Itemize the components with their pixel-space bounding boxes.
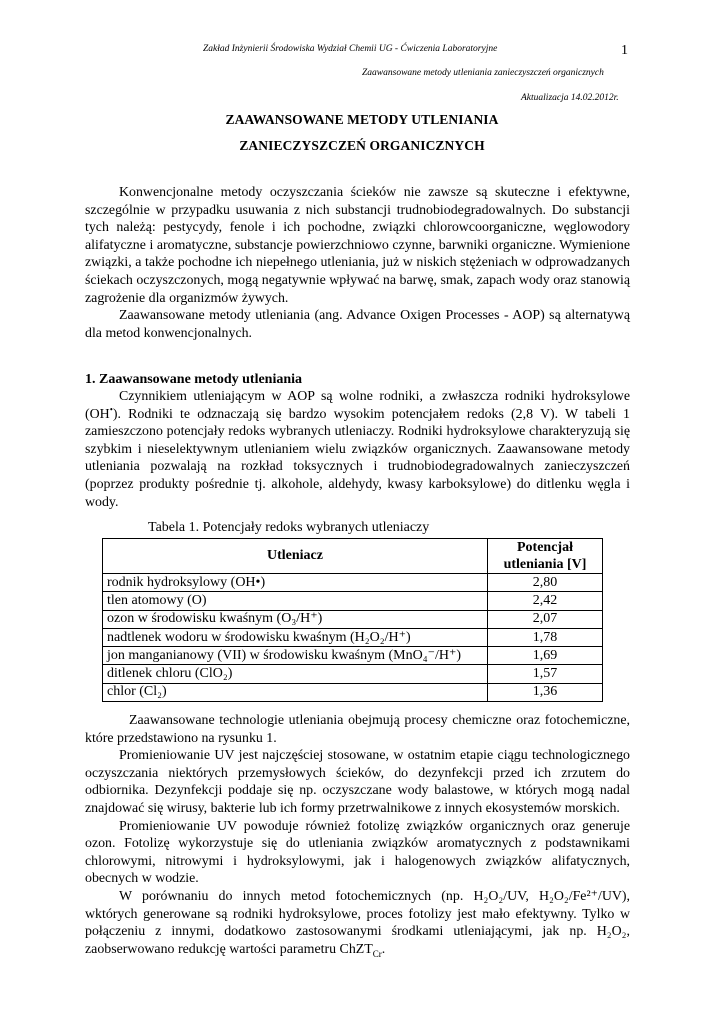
document-title-line1: ZAAWANSOWANE METODY UTLENIANIA [225, 112, 499, 127]
oxidant-name: ozon w środowisku kwaśnym (O₃/H⁺) [103, 610, 488, 628]
oxidant-name: ditlenek chloru (ClO₂) [103, 665, 488, 683]
oxidant-name: rodnik hydroksylowy (OH•) [103, 574, 488, 592]
potential-value: 1,69 [488, 647, 603, 665]
potential-value: 2,07 [488, 610, 603, 628]
header-potential-line2: utleniania [V] [503, 557, 587, 572]
table-row [103, 647, 603, 665]
intro-p1-text: Konwencjonalne metody oczyszczania ścieków nie zawsze są skuteczne i efektywne, szczególnie w przypadku usuwania z nich substancji trudnobiodegradowalnych. Do substancji tych należą: pestycydy, fenole i ich pochodne, związki chlorowcoorganiczne, węglowodory alifatyczne i aromatyczne, substancje powierzchniowo czynne, barwniki organiczne. Wymienione związki, a także pochodne ich niepełnego utleniania, już w niskich stężeniach w odprowadzanych ściekach oczyszczonych, mogą negatywnie wpływać na barwę, smak, zapach wody oraz stanowią zagrożenie dla organizmów żywych. [85, 185, 630, 306]
cod-subscript: Cr [372, 948, 382, 959]
table-caption: Tabela 1. Potencjały redoks wybranych utleniaczy [148, 520, 430, 535]
table-row [103, 610, 603, 628]
table-row [103, 574, 603, 592]
section2-p2 [85, 747, 630, 817]
header-potential-line1: Potencjał [517, 540, 573, 555]
section1-paragraph [85, 388, 630, 511]
section1-text-b: ). Rodniki te odznaczają się bardzo wysokim potencjałem redoks (2,8 V). W tabeli 1 zamieszczono potencjały redoks wybranych utleniaczy. Rodniki hydroksylowe charakteryzują się szybkim i nieselektywnym utlenianiem wielu związków organicznych. Zaawansowane metody utleniania pozwalają na rozkład toksycznych i trudnobiodegradowalnych zanieczyszczeń (poprzez produkty pośrednie tj. alkohole, aldehydy, kwasy karboksylowe) do ditlenku węgla i wody. [85, 406, 630, 510]
header-institution: Zakład Inżynierii Środowiska Wydział Chemii UG - Ćwiczenia Laboratoryjne [203, 44, 498, 54]
section2-p3-text: Promieniowanie UV powoduje również fotolizę związków organicznych oraz generuje ozon. Fotolizę wykorzystuje się do utleniania związków aromatycznych z podstawnikami chlorowymi, nitrowymi i hydroksylowymi, jak i halogenowych związków alifatycznych, obecnych w wodzie. [85, 818, 630, 887]
intro-paragraph [85, 184, 630, 342]
table-row [103, 592, 603, 610]
section2-p2-text: Promieniowanie UV jest najczęściej stosowane, w ostatnim etapie ciągu technologicznego oczyszczania niektórych przemysłowych ścieków, do dezynfekcji przed ich zrzutem do odbiornika. Dezynfekcji poddaje się np. oczyszczane wody balastowe, w których mogą nadal znajdować się wirusy, bakterie lub ich formy przetrwalnikowe z innych ekosystemów morskich. [85, 748, 630, 816]
section2-p1 [85, 712, 630, 747]
intro-p2-text: Zaawansowane metody utleniania (ang. Advance Oxigen Processes - AOP) są alternatywą dla metod konwencjonalnych. [85, 308, 630, 341]
document-title-line2: ZANIECZYSZCZEŃ ORGANICZNYCH [239, 138, 485, 153]
table-header-row [103, 539, 603, 574]
section2-p4 [85, 888, 630, 958]
section1-text-a: Czynnikiem utleniającym w AOP są wolne rodniki, a zwłaszcza rodniki hydroksylowe (OH [85, 389, 630, 422]
section2-p4-end: . [381, 941, 386, 957]
potential-value: 1,57 [488, 665, 603, 683]
section2-body [85, 712, 630, 958]
section-heading: 1. Zaawansowane metody utleniania [85, 372, 303, 387]
section2-p3 [85, 818, 630, 888]
radical-dot: • [109, 403, 113, 414]
update-date: Aktualizacja 14.02.2012r. [521, 93, 619, 103]
section2-p1-text: Zaawansowane technologie utleniania obejmują procesy chemiczne oraz fotochemiczne, które przedstawiono na rysunku 1. [85, 713, 630, 746]
table-row [103, 665, 603, 683]
table-header-potential [488, 539, 603, 574]
oxidant-potentials-table [102, 538, 603, 702]
potential-value: 2,80 [488, 574, 603, 592]
header-subtitle: Zaawansowane metody utleniania zanieczyszczeń organicznych [362, 68, 604, 78]
table-row [103, 683, 603, 701]
oxidant-name: tlen atomowy (O) [103, 592, 488, 610]
page-number: 1 [621, 43, 628, 58]
potential-value: 2,42 [488, 592, 603, 610]
potential-value: 1,36 [488, 683, 603, 701]
oxidant-name: jon manganianowy (VII) w środowisku kwaśnym (MnO₄⁻/H⁺) [103, 647, 488, 665]
table-row [103, 628, 603, 646]
table-header-oxidant: Utleniacz [103, 539, 488, 574]
section2-p4-text: W porównaniu do innych metod fotochemicznych (np. H₂O₂/UV, H₂O₂/Fe²⁺/UV), wktórych generowane są rodniki hydroksylowe, proces fotolizy jest mało efektywny. Tylko w połączeniu z innymi, dodatkowo zastosowanymi środkami utleniającymi, jak np. H₂O₂, zaobserwowano redukcję wartości parametru ChZT [85, 888, 630, 957]
potential-value: 1,78 [488, 628, 603, 646]
oxidant-name: nadtlenek wodoru w środowisku kwaśnym (H₂O₂/H⁺) [103, 628, 488, 646]
intro-p1 [85, 184, 630, 307]
oxidant-name: chlor (Cl₂) [103, 683, 488, 701]
intro-p2 [85, 307, 630, 342]
